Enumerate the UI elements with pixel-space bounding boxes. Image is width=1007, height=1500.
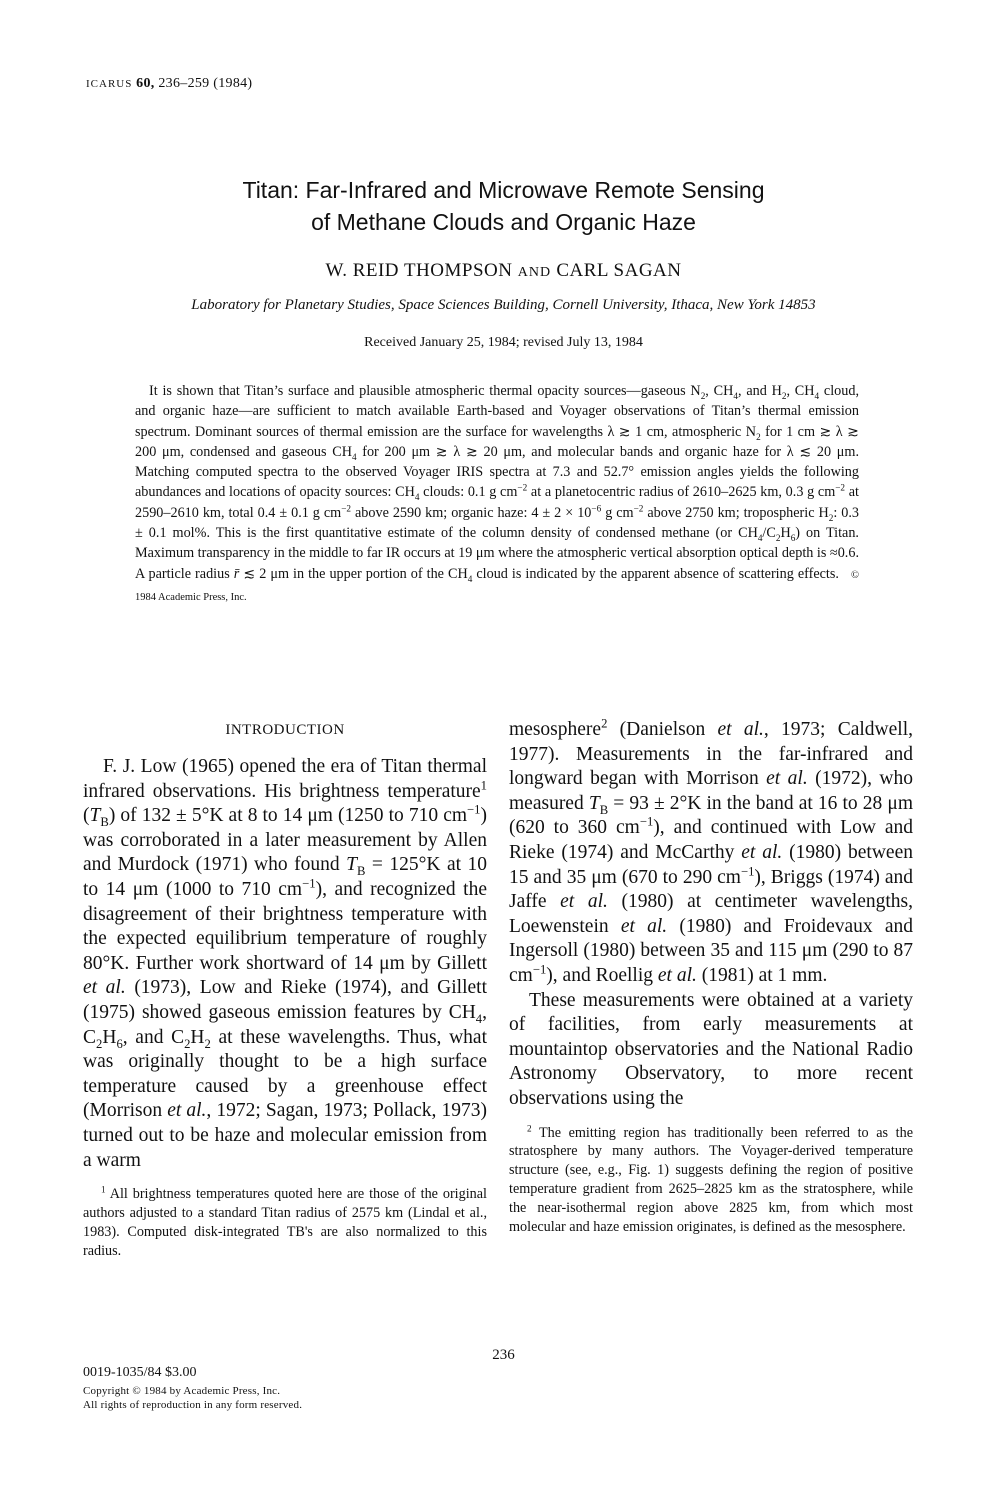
affiliation: Laboratory for Planetary Studies, Space Sciences Building, Cornell University, Ithaca, New York 14853 bbox=[191, 297, 816, 313]
footnote-separator bbox=[509, 1112, 913, 1124]
paper-title-line-2: of Methane Clouds and Organic Haze bbox=[311, 209, 696, 235]
author-sagan: CARL SAGAN bbox=[556, 260, 682, 281]
journal-name: ICARUS bbox=[86, 78, 133, 90]
journal-pages-year: 236–259 (1984) bbox=[158, 76, 253, 91]
footnote-2-text: The emitting region has traditionally been referred to as the stratosphere by many authors. The Voyager-derived temperature structure (see, e.g., Fig. 1) suggests defining the region of positive temperature gradient from 2625–2825 km as the stratosphere, while the near-isothermal region above 2825 km, from which most molecular and haze emission originates, is defined as the mesosphere. bbox=[509, 1124, 913, 1236]
paper-title-line-1: Titan: Far-Infrared and Microwave Remote Sensing bbox=[242, 177, 765, 203]
copyright-line: Copyright © 1984 by Academic Press, Inc. bbox=[83, 1385, 281, 1397]
received-dates: Received January 25, 1984; revised July 13, 1984 bbox=[364, 335, 643, 350]
rights-line: All rights of reproduction in any form reserved. bbox=[83, 1399, 303, 1411]
abstract-text: It is shown that Titan’s surface and plausible atmospheric thermal opacity sources—gaseous $N_2$, $CH_4$, and $H_2$, $CH_4$ cloud, and organic haze—are sufficient to match available Earth-based and Voyager observations of Titan’s thermal emission spectrum. Dominant sources of thermal emission are the surface for wavelengths λ ≳ 1 cm, atmospheric $N_2$ for 1 cm ≳ λ ≳ 200 μm, condensed and gaseous $CH_4$ for 200 μm ≳ λ ≳ 20 μm, and molecular bands and organic haze for λ ≲ 20 μm. Matching computed spectra to the observed Voyager IRIS spectra at 7.3 and 52.7° emission angles yields the following abundances and locations of opacity sources: $CH_4$ clouds: 0.1 g $cm^{-2}$ at a planetocentric radius of 2610–2625 km, 0.3 g $cm^{-2}$ at 2590–2610 km, total 0.4 ± 0.1 g $cm^{-2}$ above 2590 km; organic haze: $4 \pm 2 \times 10^{-6}$ g $cm^{-2}$ above 2750 km; tropospheric $H_2$: 0.3 ± 0.1 mol%. This is the first quantitative estimate of the column density of condensed methane (or $CH_4/C_2H_6$) on Titan. Maximum transparency in the middle to far IR occurs at 19 μm where the atmospheric vertical absorption optical depth is ≈0.6. A particle radius r̄ ≲ 2 μm in the upper portion of the $CH_4$ cloud is indicated by the apparent absence of scattering effects. © 1984 Academic Press, Inc. bbox=[135, 383, 860, 603]
footnote-1: $^1$ All brightness temperatures quoted here are those of the original authors adjusted to a standard Titan radius of 2575 km (Lindal et al., 1983). Computed disk-integrated TB's are also normalized to this radius. bbox=[83, 1184, 487, 1259]
footnote-1-text: All brightness temperatures quoted here are those of the original authors adjusted to a standard Titan radius of 2575 km (Lindal et al., 1983). Computed disk-integrated TB's are also normalized to this radius. bbox=[83, 1186, 487, 1259]
page-number: 236 bbox=[492, 1347, 515, 1363]
footnote-separator bbox=[83, 1173, 487, 1185]
section-heading-introduction: INTRODUCTION bbox=[225, 722, 345, 738]
right-column bbox=[509, 718, 913, 1237]
author-thompson: W. REID THOMPSON bbox=[325, 260, 513, 281]
journal-citation bbox=[86, 76, 252, 92]
author-line bbox=[0, 260, 1007, 282]
author-conjunction: AND bbox=[517, 265, 552, 280]
abstract bbox=[135, 381, 859, 608]
intro-paragraph-1: F. J. Low (1965) opened the era of Titan thermal infrared observations. His brightness temperature$^1$ $(T_B)$ of 132 ± 5°K at 8 to 14 μm (1250 to 710 $cm^{-1}$) was corroborated in a later measurement by Allen and Murdock (1971) who found $T_B = 125^\circ K$ at 10 to 14 μm (1000 to 710 $cm^{-1}$), and recognized the disagreement of their brightness temperature with the expected equilibrium temperature of roughly 80°K. Further work shortward of 14 μm by Gillett et al. (1973), Low and Rieke (1974), and Gillett (1975) showed gaseous emission features by $CH_4$, $C_2H_6$, and $C_2H_2$ at these wavelengths. Thus, what was originally thought to be a high surface temperature caused by a greenhouse effect (Morrison et al., 1972; Sagan, 1973; Pollack, 1973) turned out to be haze and molecular emission from a warm bbox=[83, 756, 487, 1171]
issn-price: 0019-1035/84 $3.00 bbox=[83, 1365, 197, 1380]
abstract-copyright: © 1984 Academic Press, Inc. bbox=[135, 569, 860, 603]
intro-paragraph-1-continued: mesosphere$^2$ (Danielson et al., 1973; Caldwell, 1977). Measurements in the far-infrared and longward began with Morrison et al. (1972), who measured $T_B = 93 \pm 2^\circ K$ in the band at 16 to 28 μm (620 to 360 $cm^{-1}$), and continued with Low and Rieke (1974) and McCarthy et al. (1980) between 15 and 35 μm (670 to 290 $cm^{-1}$), Briggs (1974) and Jaffe et al. (1980) at centimeter wavelengths, Loewenstein et al. (1980) and Froidevaux and Ingersoll (1980) between 35 and 115 μm (290 to 87 $cm^{-1}$), and Roellig et al. (1981) at 1 mm. bbox=[509, 716, 913, 986]
footnote-2: $^2$ The emitting region has traditionally been referred to as the stratosphere by many authors. The Voyager-derived temperature structure (see, e.g., Fig. 1) suggests defining the region of positive temperature gradient from 2625–2825 km as the stratosphere, while the near-isothermal region above 2825 km, from which most molecular and haze emission originates, is defined as the mesosphere. bbox=[509, 1122, 913, 1236]
intro-paragraph-2: These measurements were obtained at a variety of facilities, from early measurements at mountaintop observatories and the National Radio Astronomy Observatory, to more recent observations using the bbox=[509, 989, 913, 1109]
left-column bbox=[83, 718, 487, 1261]
journal-volume: 60, bbox=[136, 76, 155, 91]
